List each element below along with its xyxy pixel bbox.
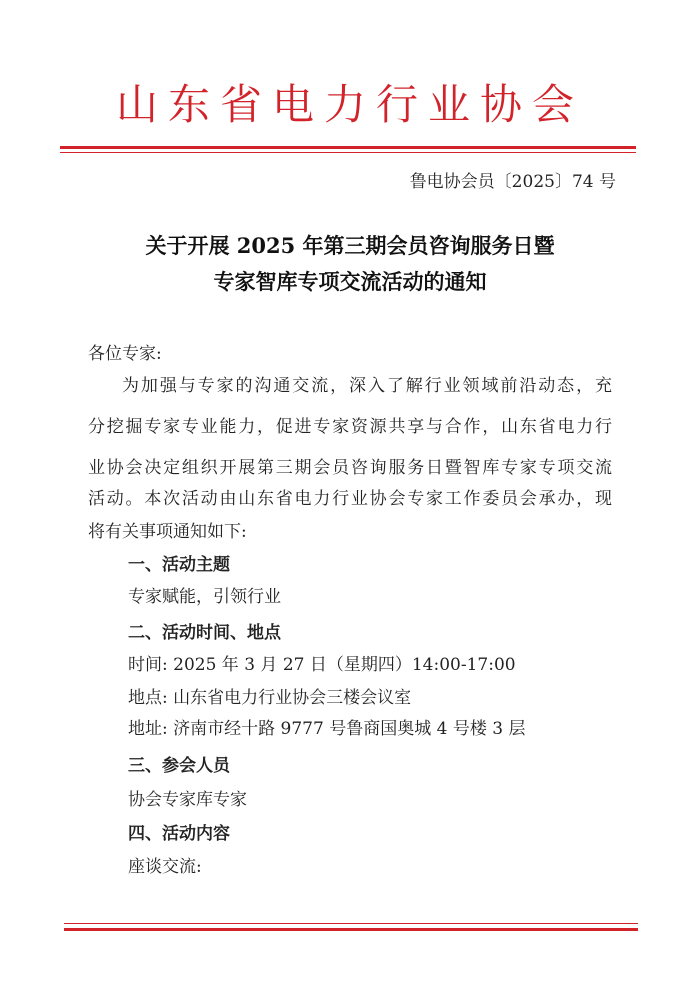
section-heading-time-place: 二、活动时间、地点 xyxy=(128,623,281,643)
intro-line: 分挖掘专家专业能力，促进专家资源共享与合作，山东省电力行 xyxy=(88,417,612,437)
salutation: 各位专家: xyxy=(88,344,162,364)
intro-line: 为加强与专家的沟通交流，深入了解行业领域前沿动态，充 xyxy=(122,376,612,396)
organization-header: 山东省电力行业协会 xyxy=(115,80,584,129)
document-number: 鲁电协会员〔2025〕74 号 xyxy=(409,172,616,192)
section-content-theme: 专家赋能，引领行业 xyxy=(128,587,281,607)
document-title-line-1: 关于开展 2025 年第三期会员咨询服务日暨 xyxy=(145,233,555,258)
event-place: 地点: 山东省电力行业协会三楼会议室 xyxy=(128,688,412,708)
header-red-rule xyxy=(60,146,636,149)
section-content-attendees: 协会专家库专家 xyxy=(128,790,247,810)
header-red-rule-thin xyxy=(60,152,636,153)
intro-line: 业协会决定组织开展第三期会员咨询服务日暨智库专家专项交流 xyxy=(88,458,612,478)
footer-red-rule-thin xyxy=(64,923,638,924)
intro-line: 将有关事项通知如下: xyxy=(88,522,247,542)
section-content-activity: 座谈交流: xyxy=(128,857,202,877)
document-title-line-2: 专家智库专项交流活动的通知 xyxy=(213,269,487,294)
event-time: 时间: 2025 年 3 月 27 日（星期四）14:00-17:00 xyxy=(128,655,516,675)
section-heading-content: 四、活动内容 xyxy=(128,824,230,844)
section-heading-attendees: 三、参会人员 xyxy=(128,756,230,776)
section-heading-theme: 一、活动主题 xyxy=(128,555,230,575)
footer-red-rule xyxy=(64,928,638,931)
intro-line: 活动。本次活动由山东省电力行业协会专家工作委员会承办，现 xyxy=(88,489,612,509)
event-address: 地址: 济南市经十路 9777 号鲁商国奥城 4 号楼 3 层 xyxy=(128,719,526,739)
